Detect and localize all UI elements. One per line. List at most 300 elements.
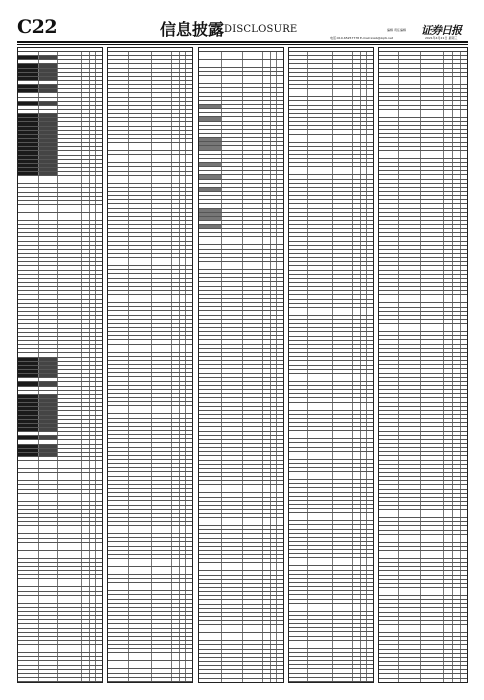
table-cell: [186, 526, 192, 534]
table-row: [108, 258, 192, 266]
table-cell: [221, 262, 242, 270]
page-header: [0, 0, 484, 42]
table-row: [199, 625, 283, 633]
table-cell: [81, 526, 89, 534]
disclosure-tables: [17, 47, 468, 683]
table-cell: [308, 681, 333, 683]
table-cell: [96, 473, 102, 481]
disclosure-table-4: [289, 52, 373, 683]
table-cell: [129, 295, 152, 303]
table-cell: [199, 60, 221, 68]
table-cell: [171, 661, 179, 669]
table-cell: [333, 402, 352, 410]
table-cell: [277, 682, 283, 683]
table-cell: [308, 402, 333, 410]
table-cell: [221, 60, 242, 68]
table-cell: [18, 493, 39, 501]
table-cell: [108, 406, 129, 414]
table-row: [289, 472, 373, 480]
table-cell: [333, 167, 352, 175]
table-cell: [277, 60, 283, 68]
table-cell: [289, 89, 308, 97]
table-cell: [108, 583, 129, 591]
table-cell: [81, 682, 89, 683]
table-cell: [152, 155, 171, 163]
table-cell: [199, 563, 221, 571]
table-cell: [308, 451, 333, 459]
table-cell: [199, 52, 221, 60]
table-cell: [352, 603, 360, 611]
table-cell: [186, 653, 192, 661]
page-number: C22: [17, 16, 58, 38]
table-cell: [308, 307, 333, 315]
table-row: [108, 155, 192, 163]
table-row: [199, 76, 283, 84]
table-cell: [129, 567, 152, 575]
table-cell: [277, 633, 283, 641]
table-cell: [18, 579, 39, 587]
table-cell: [367, 134, 373, 142]
table-cell: [129, 258, 152, 266]
table-cell: [108, 661, 129, 669]
table-cell: [243, 633, 262, 641]
table-cell: [243, 262, 262, 270]
table-cell: [289, 451, 308, 459]
table-cell: [186, 406, 192, 414]
table-cell: [199, 625, 221, 633]
table-row: [18, 595, 102, 603]
table-row: [108, 143, 192, 151]
table-cell: [221, 625, 242, 633]
table-cell: [333, 603, 352, 611]
table-cell: [243, 563, 262, 571]
table-row: [199, 262, 283, 270]
table-row: [18, 645, 102, 653]
table-cell: [58, 461, 81, 469]
table-cell: [333, 431, 352, 439]
table-cell: [243, 682, 262, 683]
table-cell: [289, 640, 308, 648]
table-cell: [96, 461, 102, 469]
table-row: [289, 681, 373, 683]
table-cell: [352, 373, 360, 381]
table-cell: [277, 262, 283, 270]
table-cell: [58, 645, 81, 653]
table-row: [289, 640, 373, 648]
table-cell: [289, 681, 308, 683]
table-row: [199, 237, 283, 245]
table-cell: [199, 485, 221, 493]
header-rule-thin: [17, 44, 468, 45]
table-cell: [81, 176, 89, 184]
table-cell: [277, 52, 283, 60]
table-row: [289, 307, 373, 315]
table-cell: [58, 682, 81, 683]
table-cell: [129, 344, 152, 352]
table-cell: [289, 307, 308, 315]
table-cell: [262, 262, 270, 270]
table-cell: [262, 518, 270, 526]
table-cell: [243, 60, 262, 68]
table-cell: [262, 633, 270, 641]
table-cell: [108, 155, 129, 163]
issue-date: 2021年4月21日 星期三: [425, 36, 458, 40]
table-cell: [243, 485, 262, 493]
table-cell: [199, 633, 221, 641]
table-row: [108, 175, 192, 183]
table-cell: [152, 559, 171, 567]
table-cell: [108, 344, 129, 352]
table-cell: [58, 473, 81, 481]
table-cell: [352, 681, 360, 683]
table-cell: [262, 52, 270, 60]
table-cell: [152, 526, 171, 534]
table-cell: [289, 134, 308, 142]
table-cell: [152, 681, 171, 683]
table-cell: [186, 258, 192, 266]
table-cell: [333, 373, 352, 381]
table-cell: [96, 212, 102, 220]
table-cell: [18, 595, 39, 603]
table-cell: [81, 212, 89, 220]
table-cell: [308, 603, 333, 611]
disclosure-table-2: [108, 52, 192, 683]
table-row: [199, 485, 283, 493]
table-cell: [108, 175, 129, 183]
table-cell: [186, 295, 192, 303]
table-cell: [243, 76, 262, 84]
table-cell: [262, 682, 270, 683]
table-cell: [81, 595, 89, 603]
table-cell: [39, 645, 58, 653]
table-cell: [186, 155, 192, 163]
table-cell: [152, 661, 171, 669]
table-cell: [129, 681, 152, 683]
table-cell: [18, 526, 39, 534]
table-cell: [352, 89, 360, 97]
table-cell: [81, 550, 89, 558]
table-cell: [129, 653, 152, 661]
table-cell: [308, 373, 333, 381]
table-cell: [171, 406, 179, 414]
table-cell: [277, 76, 283, 84]
table-cell: [39, 579, 58, 587]
table-cell: [333, 451, 352, 459]
table-cell: [108, 653, 129, 661]
table-cell: [367, 373, 373, 381]
table-cell: [58, 176, 81, 184]
table-cell: [333, 307, 352, 315]
table-cell: [171, 258, 179, 266]
table-cell: [289, 167, 308, 175]
table-cell: [289, 373, 308, 381]
table-cell: [96, 204, 102, 212]
header-rule-thick: [17, 41, 468, 43]
table-cell: [186, 344, 192, 352]
table-cell: [152, 143, 171, 151]
table-cell: [186, 681, 192, 683]
table-row: [108, 681, 192, 683]
table-cell: [171, 295, 179, 303]
table-cell: [39, 595, 58, 603]
table-cell: [81, 542, 89, 550]
table-cell: [243, 52, 262, 60]
table-row: [289, 451, 373, 459]
table-cell: [289, 558, 308, 566]
table-cell: [152, 258, 171, 266]
table-cell: [221, 237, 242, 245]
table-cell: [96, 595, 102, 603]
table-cell: [108, 559, 129, 567]
table-cell: [152, 295, 171, 303]
table-row: [18, 176, 102, 184]
table-cell: [58, 579, 81, 587]
table-cell: [308, 472, 333, 480]
table-cell: [58, 595, 81, 603]
table-cell: [152, 583, 171, 591]
table-row: [108, 526, 192, 534]
table-cell: [39, 493, 58, 501]
table-cell: [18, 212, 39, 220]
table-cell: [367, 307, 373, 315]
table-cell: [277, 563, 283, 571]
table-cell: [262, 60, 270, 68]
table-row: [289, 402, 373, 410]
table-cell: [333, 89, 352, 97]
table-cell: [308, 134, 333, 142]
table-cell: [221, 633, 242, 641]
table-cell: [39, 682, 58, 683]
table-cell: [333, 681, 352, 683]
table-row: [108, 661, 192, 669]
table-cell: [108, 567, 129, 575]
table-cell: [243, 518, 262, 526]
table-row: [108, 344, 192, 352]
table-cell: [171, 559, 179, 567]
table-cell: [262, 625, 270, 633]
table-cell: [289, 431, 308, 439]
table-cell: [367, 167, 373, 175]
table-row: [199, 633, 283, 641]
table-cell: [129, 526, 152, 534]
table-column-1: [17, 47, 103, 683]
table-cell: [81, 579, 89, 587]
table-row: [289, 89, 373, 97]
table-cell: [171, 681, 179, 683]
table-cell: [152, 567, 171, 575]
table-cell: [129, 583, 152, 591]
table-row: [289, 603, 373, 611]
table-cell: [308, 558, 333, 566]
table-row: [18, 542, 102, 550]
table-cell: [108, 526, 129, 534]
table-cell: [39, 212, 58, 220]
table-cell: [289, 603, 308, 611]
table-cell: [221, 52, 242, 60]
table-cell: [277, 237, 283, 245]
table-row: [18, 473, 102, 481]
table-cell: [108, 258, 129, 266]
table-cell: [171, 175, 179, 183]
disclosure-table-1: [18, 52, 102, 683]
table-cell: [352, 558, 360, 566]
table-row: [108, 559, 192, 567]
table-row: [18, 493, 102, 501]
table-cell: [96, 682, 102, 683]
table-cell: [333, 640, 352, 648]
section-title: [160, 20, 297, 40]
table-cell: [352, 431, 360, 439]
table-cell: [96, 550, 102, 558]
table-cell: [171, 567, 179, 575]
editor-credit: 编辑 责任编辑: [387, 28, 406, 32]
table-cell: [367, 431, 373, 439]
table-cell: [96, 645, 102, 653]
table-cell: [221, 518, 242, 526]
table-cell: [199, 518, 221, 526]
table-cell: [171, 344, 179, 352]
table-cell: [81, 204, 89, 212]
table-cell: [39, 542, 58, 550]
table-cell: [129, 406, 152, 414]
table-cell: [277, 625, 283, 633]
table-cell: [308, 89, 333, 97]
table-cell: [18, 682, 39, 683]
table-column-4: [288, 47, 374, 683]
table-cell: [352, 451, 360, 459]
table-cell: [58, 212, 81, 220]
table-cell: [39, 473, 58, 481]
table-cell: [367, 513, 373, 521]
table-cell: [186, 559, 192, 567]
table-cell: [18, 176, 39, 184]
table-column-3: [198, 47, 284, 683]
table-column-2: [107, 47, 193, 683]
table-cell: [367, 89, 373, 97]
table-row: [199, 518, 283, 526]
table-cell: [171, 155, 179, 163]
table-cell: [129, 143, 152, 151]
table-cell: [367, 402, 373, 410]
table-cell: [199, 76, 221, 84]
table-cell: [333, 513, 352, 521]
table-cell: [199, 262, 221, 270]
table-cell: [108, 295, 129, 303]
table-cell: [18, 550, 39, 558]
table-cell: [352, 513, 360, 521]
table-cell: [129, 661, 152, 669]
table-cell: [367, 640, 373, 648]
table-row: [199, 60, 283, 68]
table-cell: [367, 558, 373, 566]
table-row: [18, 526, 102, 534]
table-cell: [18, 542, 39, 550]
table-cell: [186, 567, 192, 575]
table-cell: [81, 493, 89, 501]
table-cell: [96, 579, 102, 587]
newspaper-logo: 证券日报: [421, 24, 461, 37]
table-cell: [367, 451, 373, 459]
table-cell: [352, 307, 360, 315]
table-cell: [58, 493, 81, 501]
table-cell: [39, 204, 58, 212]
table-cell: [289, 513, 308, 521]
table-cell: [243, 237, 262, 245]
table-cell: [108, 143, 129, 151]
table-cell: [39, 550, 58, 558]
table-cell: [221, 563, 242, 571]
table-row: [18, 579, 102, 587]
table-row: [289, 373, 373, 381]
table-cell: [18, 204, 39, 212]
table-cell: [186, 175, 192, 183]
table-cell: [58, 542, 81, 550]
table-cell: [221, 76, 242, 84]
table-row: [108, 295, 192, 303]
table-cell: [58, 550, 81, 558]
contact-line: 电话:010-65257778 E-mail:xxsb@zqrb.net: [330, 36, 393, 40]
table-cell: [367, 472, 373, 480]
table-cell: [18, 461, 39, 469]
table-cell: [333, 558, 352, 566]
table-cell: [58, 526, 81, 534]
table-row: [289, 431, 373, 439]
table-cell: [129, 175, 152, 183]
table-cell: [39, 526, 58, 534]
table-cell: [199, 237, 221, 245]
table-cell: [308, 513, 333, 521]
table-cell: [129, 559, 152, 567]
table-cell: [152, 653, 171, 661]
table-cell: [18, 645, 39, 653]
table-cell: [308, 167, 333, 175]
table-row: [199, 563, 283, 571]
table-cell: [221, 485, 242, 493]
table-cell: [333, 134, 352, 142]
table-row: [18, 212, 102, 220]
table-row: [199, 682, 283, 683]
table-cell: [171, 653, 179, 661]
table-cell: [18, 473, 39, 481]
table-row: [18, 550, 102, 558]
table-row: [108, 406, 192, 414]
table-cell: [221, 682, 242, 683]
table-cell: [243, 625, 262, 633]
table-row: [289, 558, 373, 566]
table-cell: [96, 526, 102, 534]
table-cell: [39, 461, 58, 469]
table-cell: [186, 583, 192, 591]
table-cell: [171, 583, 179, 591]
table-cell: [186, 143, 192, 151]
table-cell: [352, 472, 360, 480]
table-cell: [96, 542, 102, 550]
table-cell: [262, 485, 270, 493]
disclosure-table-3: [199, 52, 283, 683]
table-cell: [81, 461, 89, 469]
table-cell: [367, 603, 373, 611]
table-cell: [333, 472, 352, 480]
table-cell: [171, 526, 179, 534]
table-cell: [96, 493, 102, 501]
table-cell: [262, 76, 270, 84]
section-title-en: DISCLOSURE: [224, 24, 298, 35]
table-cell: [352, 402, 360, 410]
table-cell: [96, 176, 102, 184]
table-cell: [152, 406, 171, 414]
table-row: [289, 513, 373, 521]
table-cell: [171, 143, 179, 151]
